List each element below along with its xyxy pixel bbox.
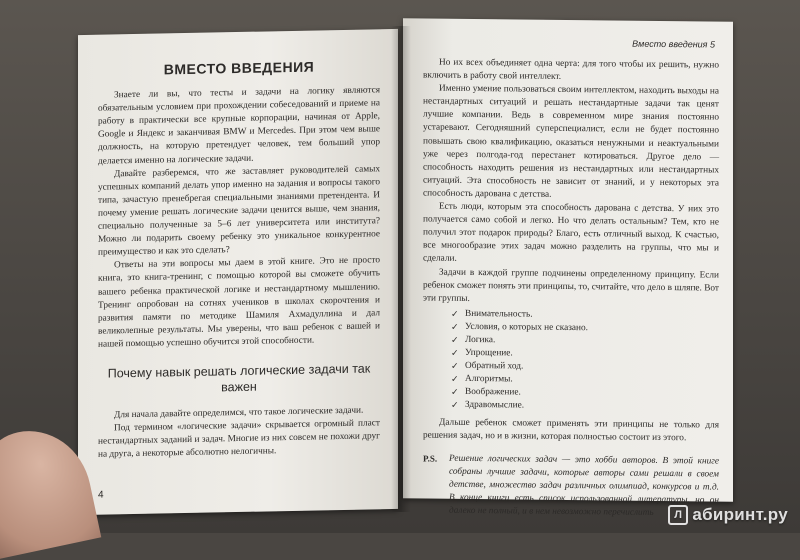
left-paragraph-4: Для начала давайте определимся, что такое логические задачи. (114, 405, 364, 421)
ps-text: Решение логических задач — это хобби авторов. В этой книге собраны лучшие задачи, которые авторы сами решали в своем детстве, множество задач различных олимпиад, конкурсов и т.д. В конце книги есть список использованной литературы, но он далеко не полный, и в нем невозможно перечислить (449, 453, 719, 518)
checkmark-icon: ✓ (451, 347, 459, 358)
book-gutter (391, 26, 411, 512)
checklist-item: ✓ Внимательность. (451, 308, 533, 320)
checkmark-icon: ✓ (451, 308, 459, 319)
checkmark-icon: ✓ (451, 374, 459, 385)
left-paragraph-2: Давайте разберемся, что же заставляет руководителей самых успешных компаний делать упор именно на задания и вопросы такого типа, зачастую пренебрегая специальными знаниями претендента. И почему умение решать логические задачи ценится выше, чем знания, специально полученные за 5–6 лет университета или института? Можно ли подарить своему ребенку это уникальное конкурентное преимущество и как это сделать? (98, 163, 380, 258)
checkmark-icon: ✓ (451, 400, 459, 411)
right-paragraph-2: Именно умение пользоваться своим интеллектом, находить выходы на нестандартных ситуаций и решать нестандартные задачи так ценят лучшие компании. Ведь в современном мире знания постоянно устаревают. Сегодняшний суперспециалист, если не будет постоянно повышать свою квалификацию, оказаться ненужными и неактуальными уже через полгода-год перестанет котироваться. Другое дело — способность находить решения из нестандартных или нестандартных ситуаций. Эта способность не зависит от знаний, и у некоторых эта способность дарована с детства. (423, 83, 719, 200)
left-paragraph-3: Ответы на эти вопросы мы даем в этой книге. Это не просто книга, это книга-тренинг, с помощью которой вы сможете обучить вашего ребенка практической логике и нестандартному мышлению. Тренинг опробован на сотнях учеников в школах скорочтения и развития памяти по методике Шамиля Ахмадуллина и дал великолепные результаты. Мы уверены, что ваш ребенок с вашей и нашей помощью успешно обучится этой способности. (98, 255, 380, 350)
site-watermark (668, 505, 788, 525)
right-paragraph-3: Есть люди, которым эта способность дарована с детства. У них это получается само собой и легко. Но что делать остальным? Тем, кто не получил этот подарок природы? Благо, есть отличный выход. К счастью, все многообразие этих задач можно разделить на группы, что мы и сделали. (423, 201, 719, 265)
running-head: Вместо введения 5 (632, 38, 715, 50)
left-paragraph-1: Знаете ли вы, что тесты и задачи на логику являются обязательным условием при прохождении собеседований и приеме на работу в практически все крупные корпорации, начиная от Apple, Google и Яндекс и заканчивая BMW и Mercedes. При этом чем выше должность, на которую претендует человек, тем больший упор делается именно на логические задачи. (98, 85, 380, 167)
checkmark-icon: ✓ (451, 387, 459, 398)
checkmark-icon: ✓ (451, 334, 459, 345)
watermark-text: абиринт.ру (692, 505, 788, 524)
ps-label: P.S. (423, 453, 438, 464)
right-page (403, 18, 733, 518)
checklist-item: ✓ Здравомыслие. (451, 400, 525, 411)
checklist-item: ✓ Упрощение. (451, 347, 513, 359)
left-page-subtitle: Почему навык решать логические задачи так важен (107, 361, 371, 395)
checklist-item: ✓ Воображение. (451, 387, 521, 398)
checkmark-icon: ✓ (451, 321, 459, 332)
group-checklist (451, 308, 719, 416)
checklist-item: ✓ Логика. (451, 334, 496, 346)
left-paragraph-5: Под термином «логические задачи» скрывается огромный пласт нестандартных заданий и задач. Многие из них совсем не похожи друг на друга, а некоторые абсолютно нелогичны. (98, 418, 380, 460)
checklist-item: ✓ Условия, о которых не сказано. (451, 321, 588, 334)
open-book (78, 20, 738, 520)
checklist-item: ✓ Обратный ход. (451, 360, 524, 372)
checkmark-icon: ✓ (451, 360, 459, 372)
labirint-logo-icon: Л (668, 505, 688, 525)
right-closing-paragraph: Дальше ребенок сможет применять эти принципы не только для решения задач, но и в жизни, которая полностью состоит из этого. (423, 417, 719, 443)
page-number-left: 4 (98, 489, 104, 501)
checklist-item: ✓ Алгоритмы. (451, 374, 513, 385)
right-paragraph-1: Но их всех объединяет одна черта: для того чтобы их решить, нужно включить в работу свой интеллект. (423, 57, 719, 83)
left-page-title: ВМЕСТО ВВЕДЕНИЯ (163, 58, 315, 78)
right-paragraph-4: Задачи в каждой группе подчинены определенному принципу. Если ребенок сможет понять эти принципы, то, считайте, что дело в шляпе. Вот эти группы. (423, 267, 719, 304)
left-page (78, 29, 398, 515)
